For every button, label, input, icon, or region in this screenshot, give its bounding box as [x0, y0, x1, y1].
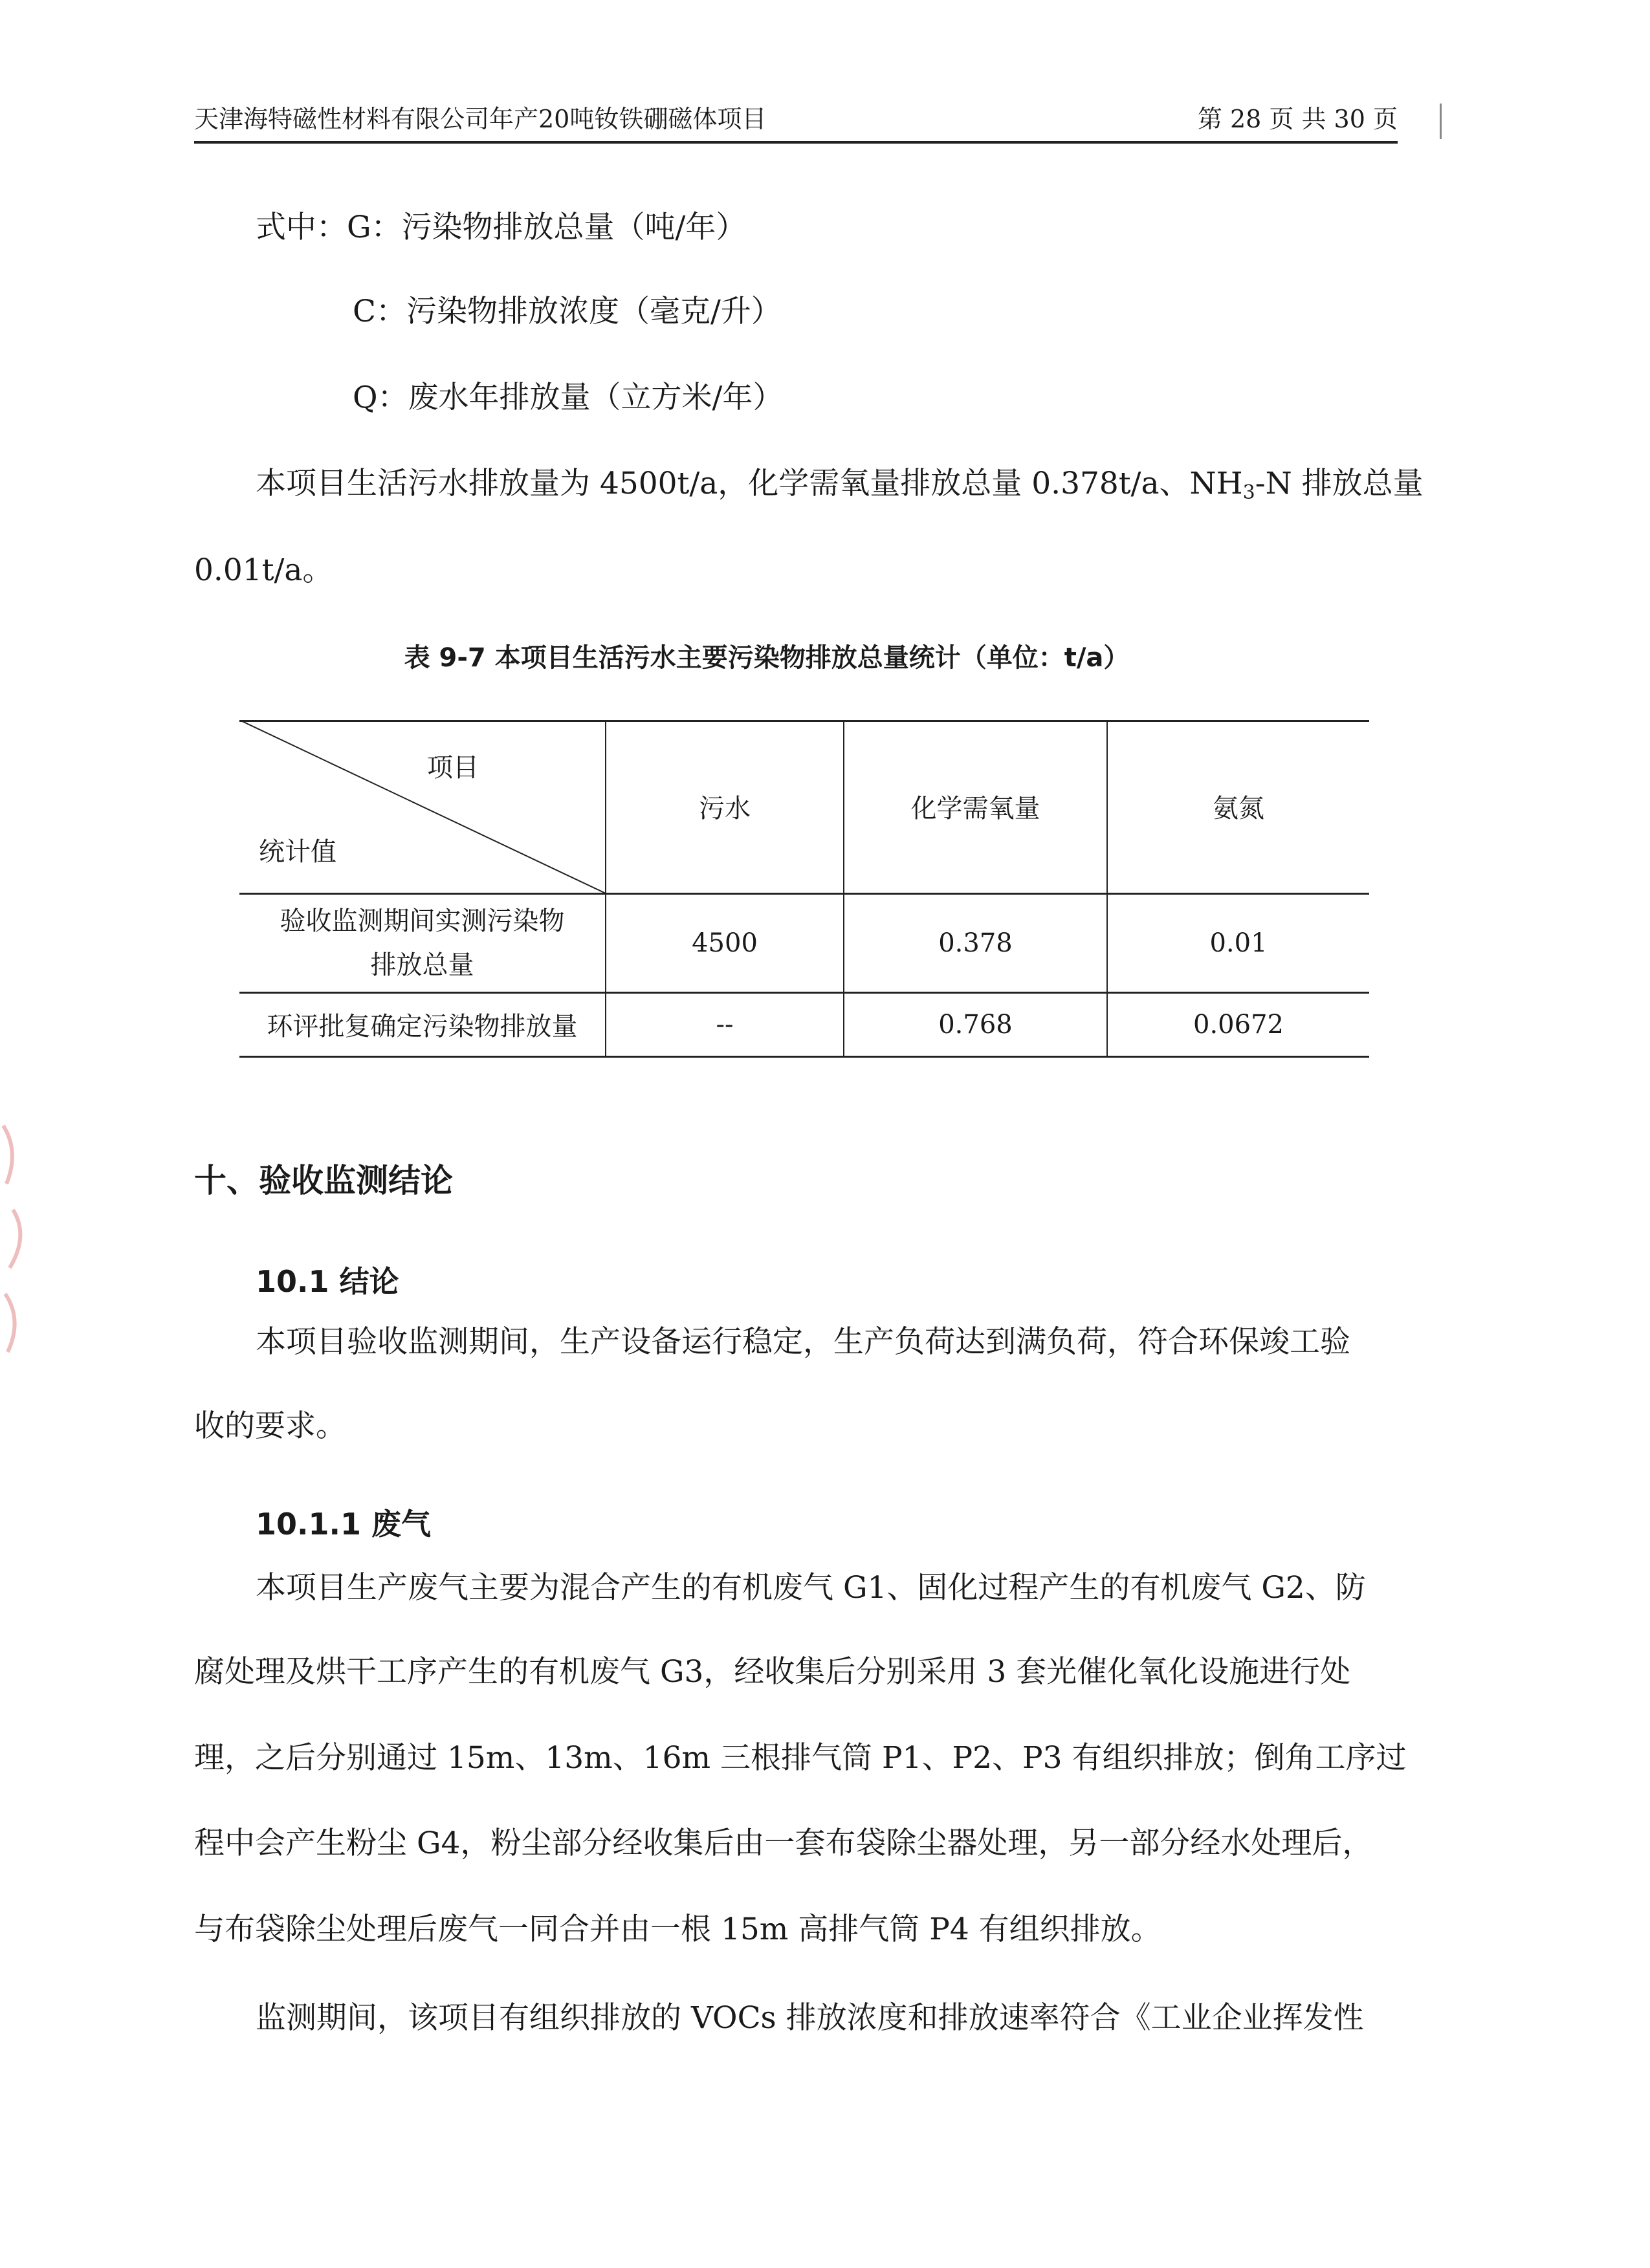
row-label-approved: 环评批复确定污染物排放量 [267, 1012, 578, 1041]
summary-text-b: -N 排放总量 [1255, 466, 1424, 501]
table-cell: 4500 [692, 928, 758, 958]
paragraph-line: 本项目验收监测期间，生产设备运行稳定，生产负荷达到满负荷，符合环保竣工验 [256, 1324, 1350, 1360]
summary-text-a: 本项目生活污水排放量为 4500t/a，化学需氧量排放总量 0.378t/a、NH [256, 466, 1243, 501]
section-heading: 十、验收监测结论 [194, 1162, 453, 1199]
formula-note-g: 式中：G：污染物排放总量（吨/年） [256, 210, 747, 245]
page-header [194, 97, 1398, 144]
table-cell: 0.768 [938, 1009, 1013, 1040]
corner-header-stat: 统计值 [259, 836, 336, 867]
paragraph-line: 本项目生产废气主要为混合产生的有机废气 G1、固化过程产生的有机废气 G2、防 [256, 1570, 1366, 1606]
paragraph-line: 收的要求。 [194, 1408, 346, 1444]
col-header-ammonia: 氨氮 [1213, 794, 1264, 823]
col-header-cod: 化学需氧量 [910, 794, 1040, 823]
corner-header-item: 项目 [427, 752, 479, 783]
col-header-wastewater: 污水 [699, 794, 751, 823]
seal-fragment [0, 1113, 39, 1358]
paragraph-line: 监测期间，该项目有组织排放的 VOCs 排放浓度和排放速率符合《工业企业挥发性 [256, 2000, 1364, 2036]
header-title: 天津海特磁性材料有限公司年产20吨钕铁硼磁体项目 [194, 105, 767, 133]
emission-table [239, 720, 1369, 1058]
table-cell: -- [716, 1009, 734, 1040]
row-label-measured [239, 894, 605, 992]
paragraph-line: 与布袋除尘处理后废气一同合并由一根 15m 高排气筒 P4 有组织排放。 [194, 1912, 1161, 1947]
header-page-info: 第 28 页 共 30 页 [1197, 105, 1398, 133]
table-cell: 0.378 [938, 928, 1013, 958]
paragraph-line: 理，之后分别通过 15m、13m、16m 三根排气筒 P1、P2、P3 有组织排放；倒角工序过 [194, 1740, 1407, 1776]
row-label-line2: 排放总量 [370, 950, 474, 980]
row-label-line1: 验收监测期间实测污染物 [280, 906, 565, 936]
summary-subscript: 3 [1242, 481, 1255, 504]
header-margin-mark [1440, 104, 1442, 139]
table-cell: 0.01 [1209, 928, 1268, 958]
table-rule-bottom [239, 1056, 1369, 1058]
formula-note-c: C：污染物排放浓度（毫克/升） [353, 294, 782, 329]
summary-paragraph-line2: 0.01t/a。 [194, 552, 333, 588]
subsection-heading: 10.1.1 废气 [256, 1507, 431, 1542]
paragraph-line: 程中会产生粉尘 G4，粉尘部分经收集后由一套布袋除尘器处理，另一部分经水处理后， [194, 1826, 1373, 1861]
subsection-heading: 10.1 结论 [256, 1264, 399, 1299]
table-cell: 0.0672 [1193, 1009, 1284, 1040]
summary-paragraph-line1 [256, 464, 1424, 512]
table-caption: 表 9-7 本项目生活污水主要污染物排放总量统计（单位：t/a） [404, 643, 1130, 673]
formula-note-q: Q：废水年排放量（立方米/年） [353, 380, 784, 415]
paragraph-line: 腐处理及烘干工序产生的有机废气 G3，经收集后分别采用 3 套光催化氧化设施进行处 [194, 1654, 1351, 1690]
